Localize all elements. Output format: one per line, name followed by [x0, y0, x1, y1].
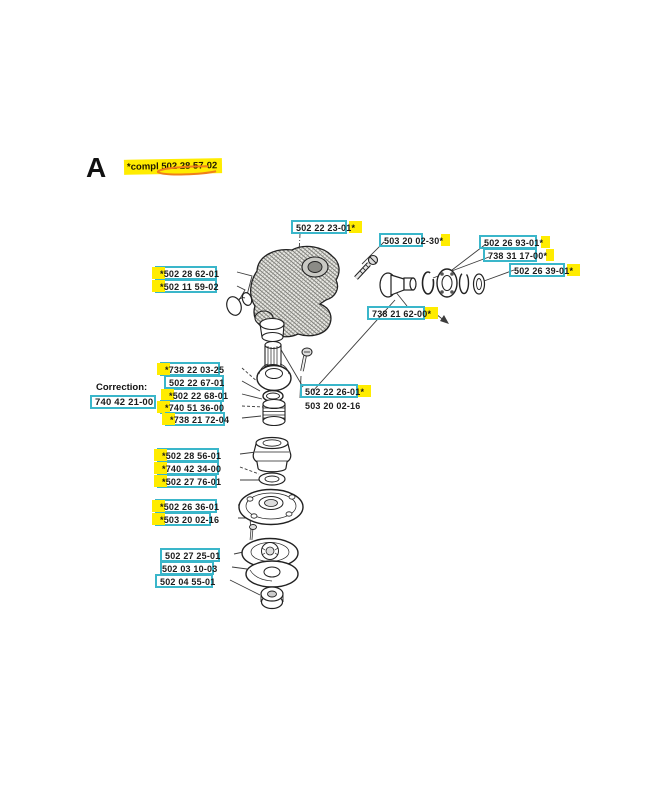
dome-bearing-drawing — [257, 364, 291, 391]
part-label-502-26-36-01 — [160, 501, 219, 513]
compl-part-label — [124, 158, 223, 175]
part-number: 738 21 62-00* — [372, 309, 432, 319]
part-label-502-22-26-01 — [305, 386, 364, 398]
mid-screw-drawing — [302, 348, 312, 371]
part-number: 502 22 26-01* — [305, 387, 365, 397]
part-number: 740 42 21-00 — [95, 397, 154, 408]
part-label-502-27-76-01 — [162, 476, 221, 488]
nut-drawing — [261, 587, 283, 609]
part-label-503-20-02-16-mid — [305, 400, 360, 412]
correction-heading: Correction: — [96, 382, 148, 393]
part-label-740-51-36-00 — [165, 402, 224, 414]
part-number: *502 22 68-01 — [169, 391, 229, 401]
part-number: 502 04 55-01 — [160, 577, 216, 587]
part-label-738-21-72-04 — [170, 414, 229, 426]
cup-drum-drawing — [253, 438, 291, 472]
part-label-502-27-25-01 — [165, 550, 220, 562]
part-number: 502 26 93-01* — [484, 238, 544, 248]
part-number: *740 42 34-00 — [162, 464, 222, 474]
part-number: *738 22 03-25 — [165, 365, 225, 375]
small-bolt-drawing — [250, 525, 257, 541]
part-number: *740 51 36-00 — [165, 403, 225, 413]
dished-washer-2-drawing — [246, 561, 298, 587]
part-label-503-20-02-16-low — [160, 514, 219, 526]
part-number: *503 20 02-16 — [160, 515, 220, 525]
part-number: 502 22 67-01 — [169, 378, 225, 388]
part-number: *502 28 62-01 — [160, 269, 220, 279]
part-label-502-26-93-01 — [484, 237, 543, 249]
part-number: 502 03 10-03 — [162, 564, 218, 574]
section-letter: A — [86, 152, 107, 183]
part-number: 502 26 39-01* — [514, 266, 574, 276]
part-number: *738 21 72-04 — [170, 415, 230, 425]
part-label-502-22-67-01 — [169, 377, 224, 389]
part-number: 738 31 17-00* — [488, 251, 548, 261]
part-label-503-20-02-30 — [384, 235, 443, 247]
flat-washer-drawing — [259, 473, 285, 485]
part-number: *502 28 56-01 — [162, 451, 222, 461]
ribbed-sleeve-drawing — [263, 400, 285, 426]
part-label-502-22-68-01 — [169, 390, 228, 402]
part-number: *502 27 76-01 — [162, 477, 222, 487]
correction-part-label — [95, 397, 153, 409]
part-label-502-28-62-01 — [160, 268, 219, 280]
part-number: *502 26 36-01 — [160, 502, 220, 512]
part-label-738-31-17-00 — [488, 250, 547, 262]
part-label-738-21-62-00 — [372, 308, 431, 320]
clamp-pieces-drawing — [224, 291, 253, 317]
part-number: 503 20 02-16 — [305, 401, 361, 411]
part-label-502-28-56-01 — [162, 450, 221, 462]
part-label-502-04-55-01 — [160, 576, 215, 588]
part-label-502-26-39-01 — [514, 265, 573, 277]
highlight-mark — [546, 249, 554, 261]
part-label-502-11-59-02 — [160, 281, 219, 293]
part-number: 502 22 23-01* — [296, 223, 356, 233]
bearing-group-drawing — [423, 269, 485, 297]
orange-scribble — [146, 161, 226, 176]
part-label-740-42-34-00 — [162, 463, 221, 475]
shaft-coupler-drawing — [380, 273, 416, 297]
part-number: 502 27 25-01 — [165, 551, 221, 561]
part-number: 503 20 02-30* — [384, 236, 444, 246]
flange-plate-drawing — [239, 490, 303, 525]
collar-drawing — [260, 319, 284, 342]
part-label-738-22-03-25 — [165, 364, 224, 376]
compl-part-number: *compl 502 28 57-02 — [126, 160, 218, 173]
part-label-502-22-23-01 — [296, 222, 355, 234]
part-number: *502 11 59-02 — [160, 282, 219, 292]
part-label-502-03-10-03 — [162, 563, 217, 575]
